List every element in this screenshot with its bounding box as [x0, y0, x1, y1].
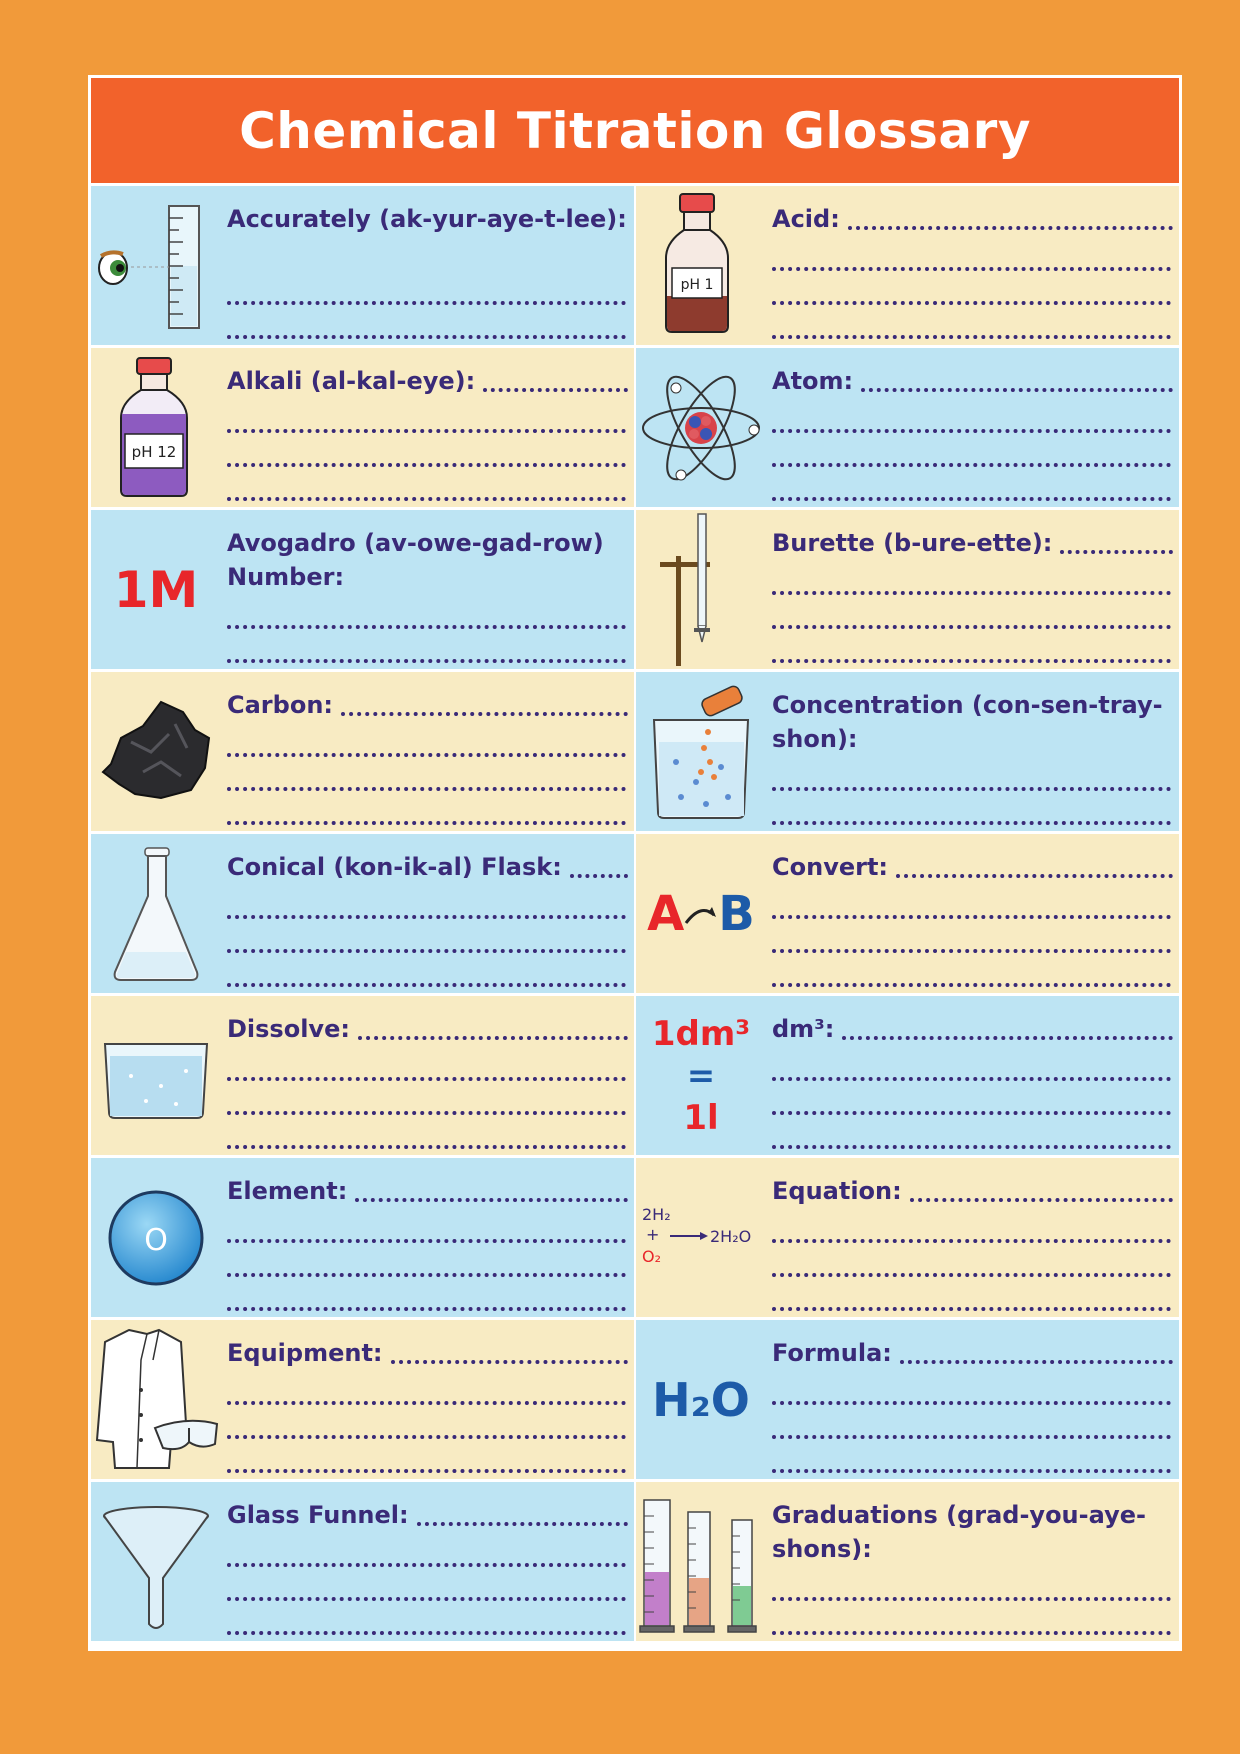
glossary-entry-formula: [636, 1320, 1179, 1479]
term-label: Accurately (ak-yur-aye-t-lee):: [227, 205, 627, 233]
answer-lines: [772, 561, 1171, 663]
a-to-b-icon: [636, 834, 766, 993]
term-label-wrap: [227, 1498, 628, 1532]
glossary-entry-acid: [636, 186, 1179, 345]
term-label-wrap: [227, 1336, 628, 1370]
equation-water: 2H₂O: [710, 1227, 752, 1246]
lab-coat-goggles-icon: [91, 1320, 221, 1479]
glossary-entry-graduations: [636, 1482, 1179, 1641]
dm3-text: 1dm³: [651, 1013, 751, 1054]
element-sphere-icon: [91, 1158, 221, 1317]
answer-lines: [772, 1567, 1171, 1635]
term-label-wrap: [227, 1174, 628, 1208]
glossary-entry-alkali: [91, 348, 634, 507]
water-formula-icon: [636, 1320, 766, 1479]
term-label: Acid:: [772, 205, 840, 233]
term-label-wrap: [227, 364, 628, 398]
answer-lines: [772, 1209, 1171, 1311]
measuring-cylinders-icon: [636, 1482, 766, 1641]
glossary-entry-dm3: [636, 996, 1179, 1155]
answer-lines: [227, 885, 626, 987]
glossary-entry-equipment: [91, 1320, 634, 1479]
term-label: Concentration (con-sen-tray-shon):: [772, 691, 1163, 753]
dm3-equals-litre-icon: [636, 996, 766, 1155]
answer-lines: [227, 1533, 626, 1635]
answer-lines: [772, 757, 1171, 825]
glossary-grid: [91, 186, 1179, 1641]
term-label-wrap: [227, 688, 628, 722]
answer-lines: [772, 237, 1171, 339]
term-label-wrap: [227, 1012, 628, 1046]
glossary-sheet: [88, 75, 1182, 1651]
conical-flask-icon: [91, 834, 221, 993]
litre-text: 1l: [683, 1097, 719, 1138]
one-mole-icon: [91, 510, 221, 669]
glossary-entry-carbon: [91, 672, 634, 831]
burette-icon: [636, 510, 766, 669]
answer-lines: [772, 1047, 1171, 1149]
bottle-label: pH 12: [131, 443, 177, 461]
glossary-entry-concentration: [636, 672, 1179, 831]
acid-bottle-icon: [636, 186, 766, 345]
glossary-entry-equation: [636, 1158, 1179, 1317]
beaker-water-icon: [91, 996, 221, 1155]
glossary-entry-conical-flask: [91, 834, 634, 993]
letter-b: B: [718, 885, 755, 942]
beaker-pouring-icon: [636, 672, 766, 831]
answer-lines: [227, 1371, 626, 1473]
glossary-entry-glass-funnel: [91, 1482, 634, 1641]
water-formula-text: H₂O: [652, 1372, 750, 1427]
glossary-entry-atom: [636, 348, 1179, 507]
glossary-entry-element: [91, 1158, 634, 1317]
term-label-wrap: [772, 202, 1173, 236]
term-label-wrap: [772, 1174, 1173, 1208]
title-banner: [91, 78, 1179, 183]
equation-icon: [636, 1158, 766, 1317]
atom-icon: [636, 348, 766, 507]
term-label-wrap: [227, 850, 628, 884]
term-label: Avogadro (av-owe-gad-row) Number:: [227, 529, 604, 591]
term-label: Element:: [227, 1177, 348, 1205]
one-mole-text: 1M: [113, 560, 199, 619]
letter-a: A: [647, 885, 685, 942]
term-label-wrap: [772, 364, 1173, 398]
term-label: Atom:: [772, 367, 854, 395]
glossary-entry-burette: [636, 510, 1179, 669]
equation-h2: 2H₂: [642, 1205, 671, 1224]
term-label: Carbon:: [227, 691, 333, 719]
term-label: Alkali (al-kal-eye):: [227, 367, 476, 395]
term-label: dm³:: [772, 1015, 835, 1043]
term-label: Equipment:: [227, 1339, 383, 1367]
answer-lines: [227, 595, 626, 663]
term-label: Glass Funnel:: [227, 1501, 409, 1529]
answer-lines: [772, 1371, 1171, 1473]
glossary-entry-dissolve: [91, 996, 634, 1155]
term-label: Convert:: [772, 853, 889, 881]
term-label: Equation:: [772, 1177, 902, 1205]
glossary-entry-convert: [636, 834, 1179, 993]
answer-lines: [227, 1209, 626, 1311]
curved-arrow-icon: [684, 899, 718, 929]
term-label: Burette (b-ure-ette):: [772, 529, 1053, 557]
glossary-entry-accurately: [91, 186, 634, 345]
page-title: Chemical Titration Glossary: [239, 101, 1031, 160]
eye-measuring-cylinder-icon: [91, 186, 221, 345]
carbon-lump-icon: [91, 672, 221, 831]
bottle-label: pH 1: [680, 277, 714, 293]
glossary-entry-avogadro: [91, 510, 634, 669]
element-symbol: O: [144, 1223, 168, 1258]
equation-o2: O₂: [642, 1247, 662, 1266]
term-label-wrap: [772, 526, 1173, 560]
term-label-wrap: [772, 1012, 1173, 1046]
term-label: Graduations (grad-you-aye-shons):: [772, 1501, 1146, 1563]
term-label: Dissolve:: [227, 1015, 350, 1043]
equation-plus: +: [646, 1225, 660, 1244]
term-label-wrap: [772, 1336, 1173, 1370]
answer-lines: [772, 399, 1171, 501]
equals-sign: =: [686, 1055, 716, 1096]
glass-funnel-icon: [91, 1482, 221, 1641]
answer-lines: [227, 1047, 626, 1149]
answer-lines: [772, 885, 1171, 987]
answer-lines: [227, 271, 626, 339]
term-label-wrap: [772, 850, 1173, 884]
alkali-bottle-icon: [91, 348, 221, 507]
term-label: Conical (kon-ik-al) Flask:: [227, 853, 562, 881]
term-label: Formula:: [772, 1339, 892, 1367]
answer-lines: [227, 399, 626, 501]
answer-lines: [227, 723, 626, 825]
